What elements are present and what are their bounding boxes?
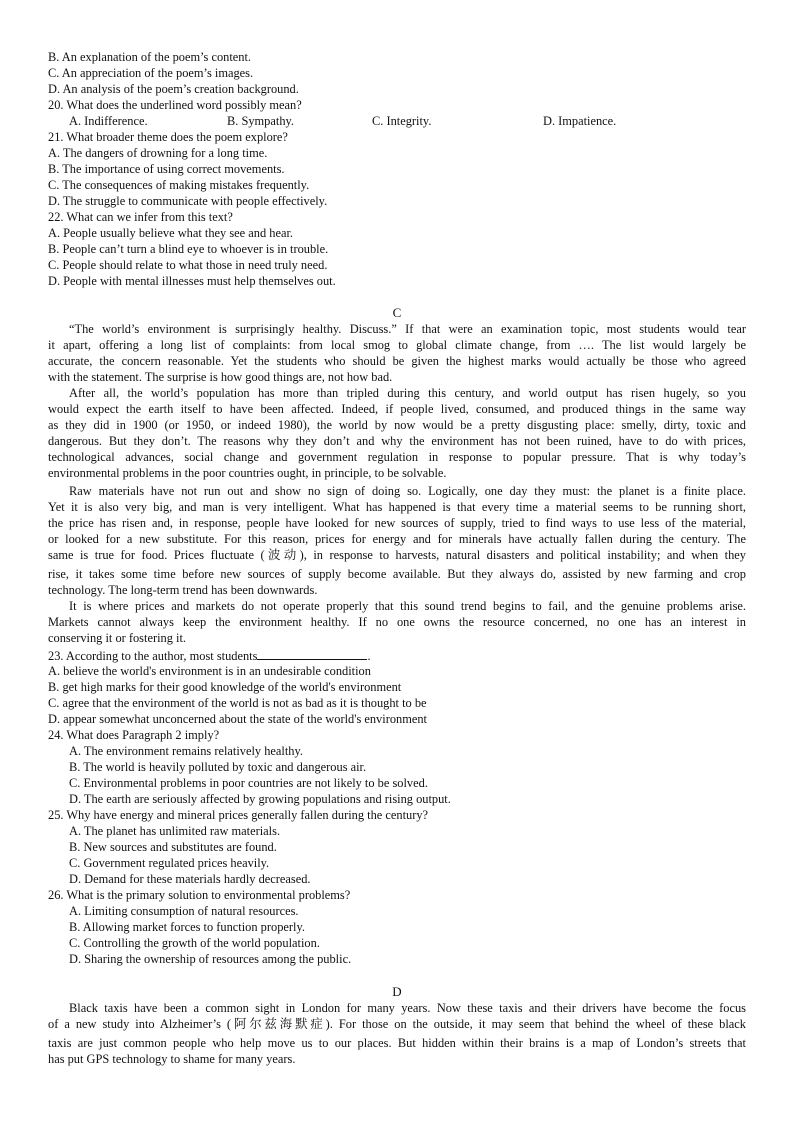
text-line: has put GPS technology to shame for many years. bbox=[48, 1052, 296, 1066]
text-line: It is where prices and markets do not operate properly that this sound trend begins to fail, and the genuine problems arise. bbox=[69, 599, 746, 613]
section-c-title: C bbox=[392, 305, 402, 320]
q23-option-a: A. believe the world's environment is in an undesirable condition bbox=[48, 664, 371, 678]
q26-option-d: D. Sharing the ownership of resources among the public. bbox=[69, 952, 352, 966]
text-line: Black taxis have been a common sight in London for many years. Now these taxis and their drivers have become the focus bbox=[69, 1001, 746, 1015]
q21-option-c: C. The consequences of making mistakes frequently. bbox=[48, 178, 310, 192]
q19-option-c: C. An appreciation of the poem’s images. bbox=[48, 66, 254, 80]
q20-option-a: A. Indifference. bbox=[69, 114, 148, 128]
q21-option-a: A. The dangers of drowning for a long time. bbox=[48, 146, 268, 160]
q23-option-d: D. appear somewhat unconcerned about the state of the world's environment bbox=[48, 712, 427, 726]
q24-option-b: B. The world is heavily polluted by toxic and dangerous air. bbox=[69, 760, 367, 774]
q20-options bbox=[48, 113, 746, 129]
q21-question: 21. What broader theme does the poem explore? bbox=[48, 130, 288, 144]
q23-question bbox=[48, 647, 746, 663]
q26-option-c: C. Controlling the growth of the world population. bbox=[69, 936, 320, 950]
q23-option-b: B. get high marks for their good knowledge of the world's environment bbox=[48, 680, 402, 694]
section-d-paragraph bbox=[48, 1000, 746, 1067]
text-line: technology. The long-term trend has been downwards. bbox=[48, 583, 318, 597]
text-line: After all, the world’s population has more than tripled during this century, and world output has risen hugely, so you bbox=[69, 386, 746, 400]
q25-option-b: B. New sources and substitutes are found. bbox=[69, 840, 277, 854]
q22-option-d: D. People with mental illnesses must help themselves out. bbox=[48, 274, 336, 288]
q19-option-b: B. An explanation of the poem’s content. bbox=[48, 50, 252, 64]
text-line: or looked for a new substitute. For this reason, prices for energy and for minerals have actually fallen during the century. The bbox=[48, 532, 746, 546]
q20-option-b: B. Sympathy. bbox=[227, 114, 295, 128]
section-d-title: D bbox=[392, 984, 402, 999]
q24-question: 24. What does Paragraph 2 imply? bbox=[48, 728, 220, 742]
q25-option-d: D. Demand for these materials hardly decreased. bbox=[69, 872, 311, 886]
section-c-paragraph-1 bbox=[48, 321, 746, 385]
q23-option-c: C. agree that the environment of the world is not as bad as it is thought to be bbox=[48, 696, 427, 710]
text-line: Yet it is also very big, and man is very intelligent. What has happened is that every time a material seems to be running short, bbox=[48, 500, 746, 514]
text-line: of a new study into Alzheimer’s (阿尔兹海默症). For those on the outside, it may seem that behind the wheel of these black bbox=[48, 1017, 746, 1031]
text-line: with the statement. The surprise is how good things are, not how bad. bbox=[48, 370, 393, 384]
section-c-paragraph-3 bbox=[48, 483, 746, 598]
q26-question: 26. What is the primary solution to environmental problems? bbox=[48, 888, 351, 902]
q25-option-c: C. Government regulated prices heavily. bbox=[69, 856, 270, 870]
q21-option-b: B. The importance of using correct movements. bbox=[48, 162, 285, 176]
text-line: it apart, offering a long list of complaints: from local smog to global climate change, from …. The list would largely be bbox=[48, 338, 746, 352]
q25-option-a: A. The planet has unlimited raw materials. bbox=[69, 824, 281, 838]
text-line: Raw materials have not run out and show no sign of doing so. Logically, one day they must: the planet is a finite place. bbox=[69, 484, 746, 498]
text-line: rise, it takes some time before new sources of supply become available. But they always do, assisted by new farming and crop bbox=[48, 567, 746, 581]
q23-question-text: 23. According to the author, most students bbox=[48, 649, 258, 663]
text-line: conserving it or fostering it. bbox=[48, 631, 186, 645]
text-line: “The world’s environment is surprisingly healthy. Discuss.” If that were an examination topic, most students would tear bbox=[69, 322, 746, 336]
q19-option-d: D. An analysis of the poem’s creation background. bbox=[48, 82, 299, 96]
text-line: as they did in 1900 (or 1950, or indeed 1980), the world by now would be a pretty disgusting place: smelly, dirty, toxic and bbox=[48, 418, 746, 432]
text-line: environmental problems in the poor countries ought, in principle, to be solvable. bbox=[48, 466, 447, 480]
text-line: Markets cannot always keep the environment healthy. If no one owns the resource concerned, no one has an interest in bbox=[48, 615, 746, 629]
answer-blank bbox=[257, 647, 367, 660]
q20-question: 20. What does the underlined word possibly mean? bbox=[48, 98, 302, 112]
text-line: technological advances, social change and government regulation in response to popular pressure. That is why today’s bbox=[48, 450, 746, 464]
q22-question: 22. What can we infer from this text? bbox=[48, 210, 233, 224]
q22-option-a: A. People usually believe what they see and hear. bbox=[48, 226, 293, 240]
text-line: accurate, the concern reasonable. Yet the students who should be given the highest marks would actually be those who agreed bbox=[48, 354, 746, 368]
q26-option-a: A. Limiting consumption of natural resources. bbox=[69, 904, 299, 918]
q25-question: 25. Why have energy and mineral prices generally fallen during the century? bbox=[48, 808, 429, 822]
section-c-paragraph-4 bbox=[48, 598, 746, 646]
section-c-paragraph-2 bbox=[48, 385, 746, 481]
text-line: the price has risen and, in response, people have looked for new sources of supply, tried to find ways to use less of the material, bbox=[48, 516, 746, 530]
q22-option-c: C. People should relate to what those in need truly need. bbox=[48, 258, 328, 272]
q23-question-end: . bbox=[367, 649, 371, 663]
text-line: same is true for food. Prices fluctuate (波动), in response to harvests, natural disasters and political instability; and when they bbox=[48, 548, 746, 562]
document-page bbox=[48, 49, 746, 1067]
text-line: would expect the earth itself to have been affected. Indeed, if people lived, consumed, and produced things in the same way bbox=[48, 402, 746, 416]
text-line: dangerous. But they don’t. The reasons why they don’t and why the environment has not been ruined, have to do with prices, bbox=[48, 434, 746, 448]
q24-option-a: A. The environment remains relatively healthy. bbox=[69, 744, 303, 758]
q21-option-d: D. The struggle to communicate with people effectively. bbox=[48, 194, 328, 208]
text-line: taxis are just common people who help move us to our places. But hidden within their brains is a map of London’s streets that bbox=[48, 1036, 746, 1050]
q24-option-c: C. Environmental problems in poor countries are not likely to be solved. bbox=[69, 776, 428, 790]
q22-option-b: B. People can’t turn a blind eye to whoever is in trouble. bbox=[48, 242, 329, 256]
q24-option-d: D. The earth are seriously affected by growing populations and rising output. bbox=[69, 792, 451, 806]
q26-option-b: B. Allowing market forces to function properly. bbox=[69, 920, 305, 934]
q20-option-d: D. Impatience. bbox=[543, 114, 617, 128]
q20-option-c: C. Integrity. bbox=[372, 114, 432, 128]
